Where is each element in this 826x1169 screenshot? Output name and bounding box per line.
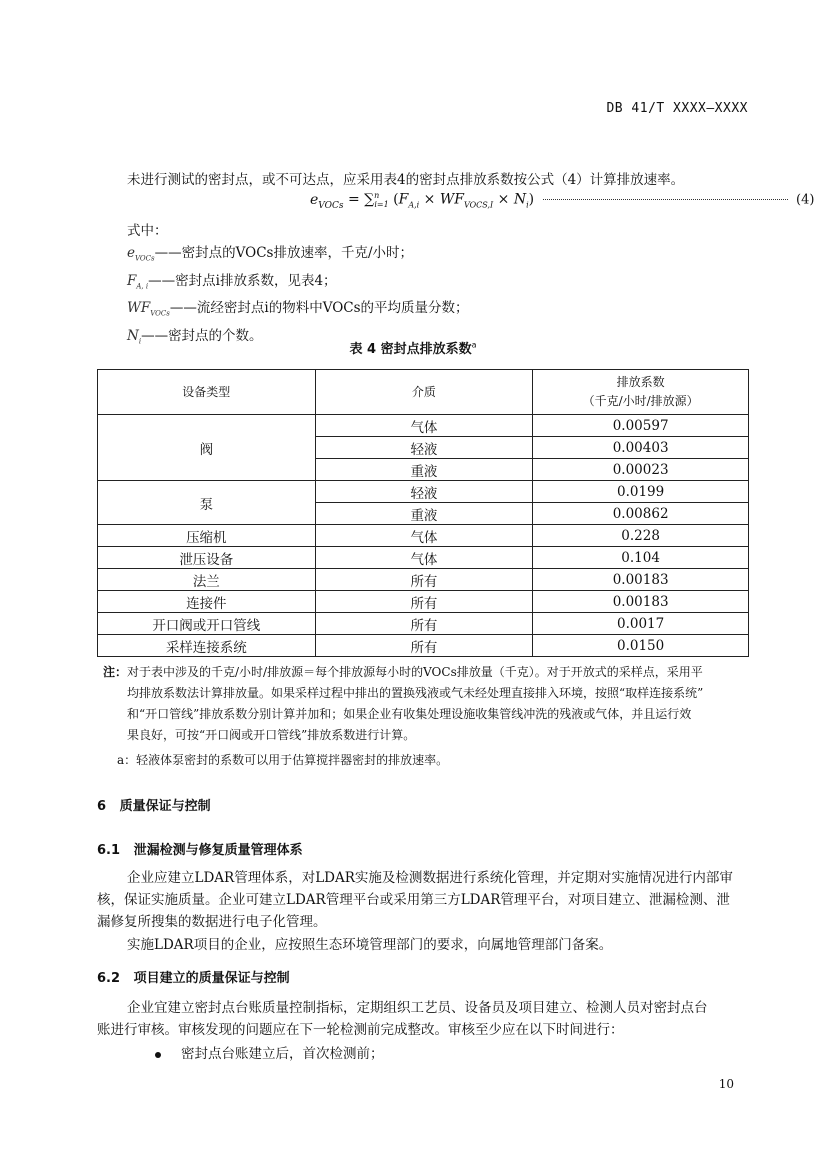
formula-lhs: $e_{VOCs}$ <box>310 191 344 211</box>
definition-item: $WF_{VOCs}——$流经密封点i的物料中VOCs的平均质量分数； <box>127 300 469 319</box>
page-number: 10 <box>718 1077 734 1091</box>
table-row <box>98 481 749 503</box>
table-row <box>98 547 749 569</box>
table-row <box>98 415 749 437</box>
formula-4: $e_{VOCs} = \sum^n_{i=1}$ $(F_{A,i} \times WF_{VOCS,I} \times N_i)$ (4) <box>310 191 815 211</box>
where-label: 式中： <box>127 223 168 239</box>
document-number: DB 41/T XXXX—XXXX <box>606 101 748 116</box>
table-note: 注：对于表中涉及的千克/小时/排放源＝每个排放源每小时的VOCs排放量（千克）。对于开放式的采样点，采用平 均排放系数法计算排放量。如果采样过程中排出的置换残液或气未经处理直接排入环境，按照“取样连接系统” 和“开口管线”排放系数分别计算并加和；如果企业有收集处理设施收集管线冲洗的残液或气体，并且运行效 果良好，可按“开口阀或开口管线”排放系数进行计算。 <box>103 665 704 742</box>
table-caption: 表 4 密封点排放系数$^a$ <box>349 340 477 357</box>
table-row <box>98 613 749 635</box>
header-emission-factor: 排放系数 （千克/小时/排放源） <box>533 370 749 415</box>
definition-list <box>127 242 469 353</box>
cell-value: 0.0150 <box>533 635 749 657</box>
table-header-row <box>98 370 749 415</box>
table-row <box>98 525 749 547</box>
cell-medium: 轻液 <box>315 481 533 503</box>
cell-type: 连接件 <box>98 591 316 613</box>
definition-item: $N_i——$密封点的个数。 <box>127 328 263 346</box>
definition-item: $F_{A, i}——$密封点i排放系数，见表4； <box>127 272 337 291</box>
cell-value: 0.0199 <box>533 481 749 503</box>
cell-medium: 气体 <box>315 415 533 437</box>
cell-value: 0.104 <box>533 547 749 569</box>
header-equipment-type: 设备类型 <box>98 370 316 415</box>
table-footnote: a：轻液体泵密封的系数可以用于估算搅拌器密封的排放速率。 <box>117 753 449 767</box>
cell-medium: 重液 <box>315 503 533 525</box>
cell-medium: 气体 <box>315 525 533 547</box>
definition-item: $e_{VOCs}——$密封点的VOCs排放速率，千克/小时； <box>127 245 414 263</box>
section-6-heading: 6 质量保证与控制 <box>97 799 211 814</box>
cell-type: 泵 <box>98 481 316 525</box>
cell-value: 0.00183 <box>533 569 749 591</box>
cell-value: 0.00183 <box>533 591 749 613</box>
cell-type: 压缩机 <box>98 525 316 547</box>
cell-type: 开口阀或开口管线 <box>98 613 316 635</box>
cell-type: 泄压设备 <box>98 547 316 569</box>
header-medium: 介质 <box>315 370 533 415</box>
emission-factor-table <box>97 369 749 657</box>
section-6-1-heading: 6.1 泄漏检测与修复质量管理体系 <box>97 843 303 858</box>
cell-medium: 所有 <box>315 635 533 657</box>
cell-value: 0.00403 <box>533 437 749 459</box>
section-6-1-paragraph-1: 企业应建立LDAR管理体系，对LDAR实施及检测数据进行系统化管理，并定期对实施情况进行内部审 核，保证实施质量。企业可建立LDAR管理平台或采用第三方LDAR管理平台，对项目建立、泄漏检测、泄 漏修复所搜集的数据进行电子化管理。 <box>97 870 733 930</box>
cell-medium: 所有 <box>315 613 533 635</box>
cell-medium: 重液 <box>315 459 533 481</box>
cell-type: 采样连接系统 <box>98 635 316 657</box>
cell-type: 法兰 <box>98 569 316 591</box>
section-6-2-paragraph: 企业宜建立密封点台账质量控制指标，定期组织工艺员、设备员及项目建立、检测人员对密封点台 账进行审核。审核发现的问题应在下一轮检测前完成整改。审核至少应在以下时间进行： <box>97 1000 708 1038</box>
bullet-item: 密封点台账建立后，首次检测前； <box>155 1042 384 1062</box>
table-row <box>98 635 749 657</box>
cell-medium: 所有 <box>315 569 533 591</box>
cell-value: 0.228 <box>533 525 749 547</box>
cell-value: 0.00862 <box>533 503 749 525</box>
cell-type: 阀 <box>98 415 316 481</box>
cell-medium: 气体 <box>315 547 533 569</box>
cell-value: 0.00597 <box>533 415 749 437</box>
cell-value: 0.0017 <box>533 613 749 635</box>
cell-value: 0.00023 <box>533 459 749 481</box>
intro-paragraph: 未进行测试的密封点，或不可达点，应采用表4的密封点排放系数按公式（4）计算排放速率。 <box>127 172 685 188</box>
bullet-dot-icon <box>155 1052 161 1058</box>
formula-leader-dots <box>543 199 788 200</box>
cell-medium: 轻液 <box>315 437 533 459</box>
section-6-2-heading: 6.2 项目建立的质量保证与控制 <box>97 971 290 986</box>
section-6-1-paragraph-2: 实施LDAR项目的企业，应按照生态环境管理部门的要求，向属地管理部门备案。 <box>127 937 613 953</box>
table-row <box>98 591 749 613</box>
formula-number: (4) <box>796 192 815 208</box>
cell-medium: 所有 <box>315 591 533 613</box>
table-row <box>98 569 749 591</box>
